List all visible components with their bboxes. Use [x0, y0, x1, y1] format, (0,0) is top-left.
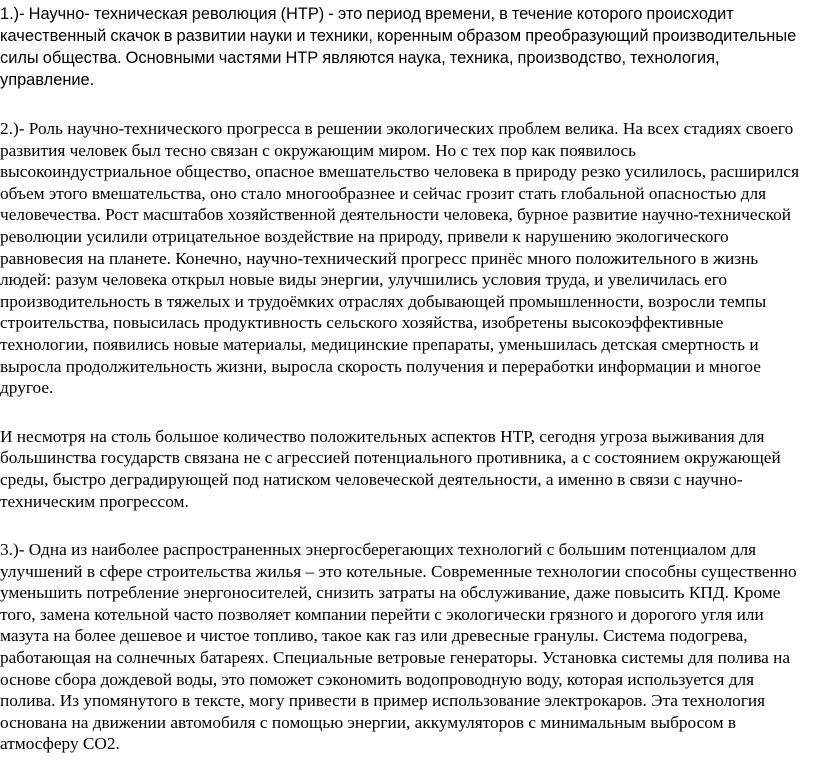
paragraph-energy-saving: 3.)- Одна из наиболее распространенных энергосберегающих технологий с большим потенциалом для улучшений в сфере строительства жилья – это котельные. Современные технологии способны существенно уменьшить потребление энергоносителей, снизить затраты на обслуживание, даже повысить КПД. Кроме того, замена котельной часто позволяет компании перейти с экологически грязного и дорогого угля или мазута на более дешевое и чистое топливо, такое как газ или древесные гранулы. Система подогрева, работающая на солнечных батареях. Специальные ветровые генераторы. Установка системы для полива на основе сбора дождевой воды, это поможет сэкономить водопроводную воду, которая используется для полива. Из упомянутого в тексте, могу привести в пример использование электрокаров. Эта технология основана на движении автомобиля с помощью энергии, аккумуляторов с минимальным выбросом в атмосферу CO2.: [0, 540, 797, 754]
paragraph-ntr-definition: 1.)- Научно- техническая революция (НТР) - это период времени, в течение которого происходит качественный скачок в развитии науки и техники, коренным образом преобразующий производительные силы общества. Основными частями НТР являются наука, техника, производство, технология, управление.: [0, 5, 797, 89]
paragraph-ecology-role: 2.)- Роль научно-технического прогресса в решении экологических проблем велика. На всех стадиях своего развития человек был тесно связан с окружающим миром. Но с тех пор как появилось высокоиндустриальное общество, опасное вмешательство человека в природу резко усилилось, расширился объем этого вмешательства, оно стало многообразнее и сейчас грозит стать глобальной опасностью для человечества. Рост масштабов хозяйственной деятельности человека, бурное развитие научно-технической революции усилили отрицательное воздействие на природу, привели к нарушению экологического равновесия на планете. Конечно, научно-технический прогресс принёс много положительного в жизнь людей: разум человека открыл новые виды энергии, улучшились условия труда, и увеличилась его производительность в тяжелых и трудоёмких отраслях добывающей промышленности, возросли темпы строительства, повысилась продуктивность сельского хозяйства, изобретены высокоэффективные технологии, появились новые материалы, медицинские препараты, уменьшилась детская смертность и выросла продолжительность жизни, выросла скорость получения и переработки информации и многое другое.: [0, 119, 800, 398]
paragraph-ntr-threat: И несмотря на столь большое количество положительных аспектов НТР, сегодня угроза выживания для большинства государств связана не с агрессией потенциального противника, а с состоянием окружающей среды, быстро деградирующей под натиском человеческой деятельности, а именно в связи с научно-техническим прогрессом.: [0, 426, 781, 511]
